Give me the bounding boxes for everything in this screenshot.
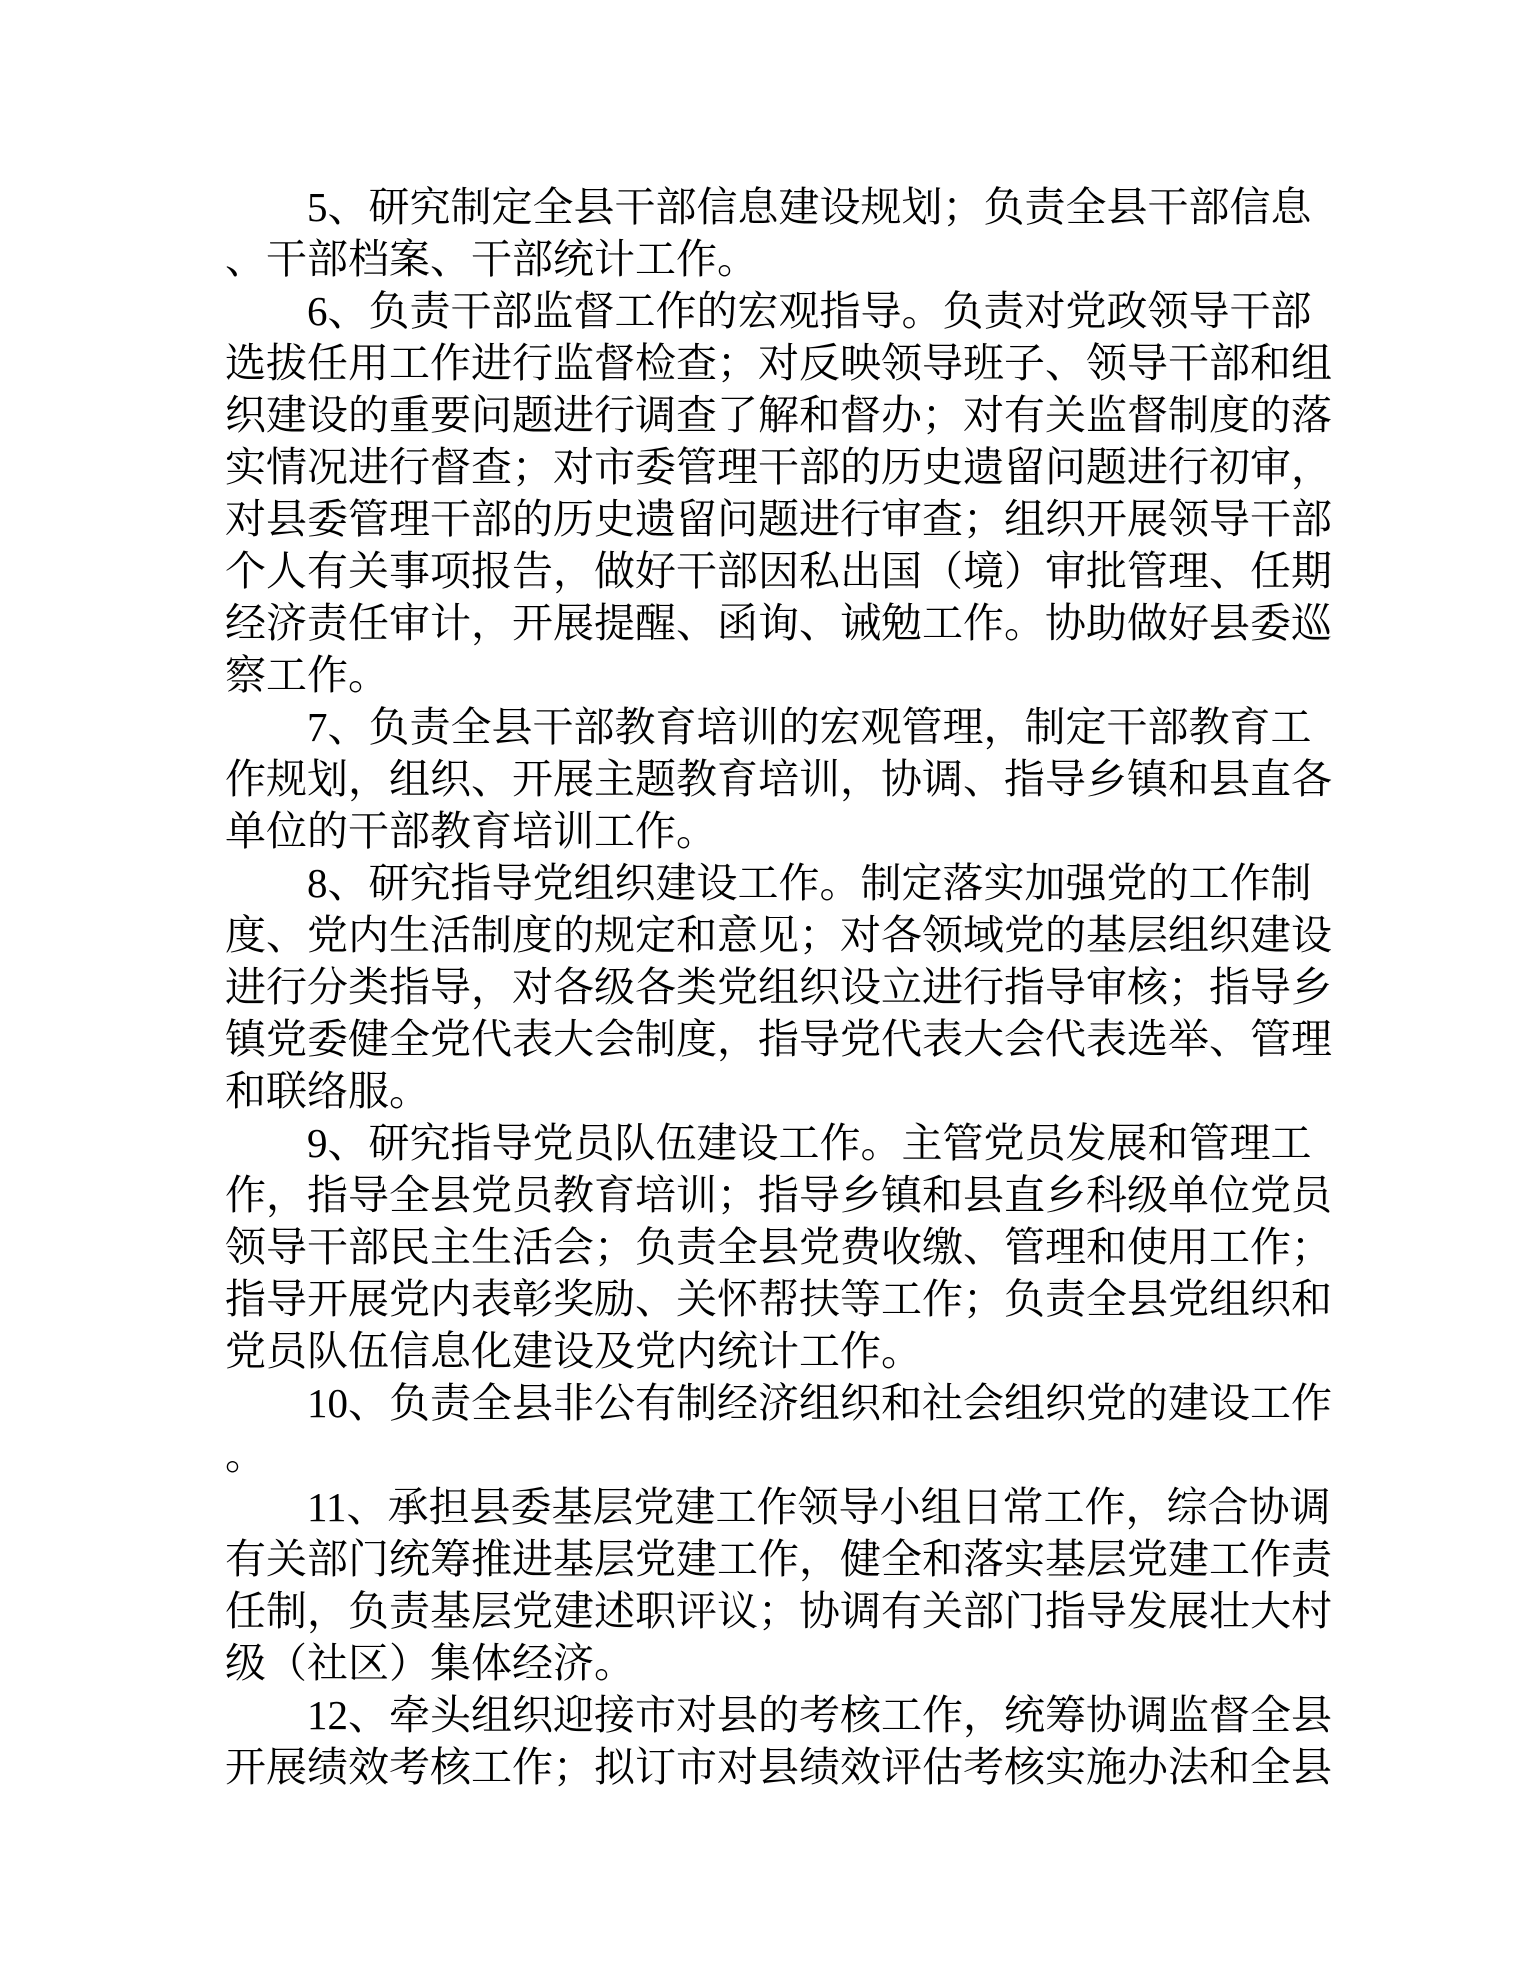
paragraph-10-line: 。: [225, 1432, 266, 1478]
paragraph-10-first-line: 10、负责全县非公有制经济组织和社会组织党的建设工作: [307, 1380, 1332, 1426]
paragraph-6-line: 个人有关事项报告，做好干部因私出国（境）审批管理、任期: [225, 548, 1332, 594]
paragraph-7-first-line: 7、负责全县干部教育培训的宏观管理，制定干部教育工: [307, 704, 1312, 750]
paragraph-7-line: 单位的干部教育培训工作。: [225, 808, 717, 854]
paragraph-12-line: 开展绩效考核工作；拟订市对县绩效评估考核实施办法和全县: [225, 1744, 1332, 1790]
paragraph-6-line: 实情况进行督查；对市委管理干部的历史遗留问题进行初审，: [225, 444, 1332, 490]
paragraph-11-first-line: 11、承担县委基层党建工作领导小组日常工作，综合协调: [307, 1484, 1331, 1530]
paragraph-6-line: 织建设的重要问题进行调查了解和督办；对有关监督制度的落: [225, 392, 1332, 438]
paragraph-8-line: 镇党委健全党代表大会制度，指导党代表大会代表选举、管理: [225, 1016, 1332, 1062]
paragraph-9-first-line: 9、研究指导党员队伍建设工作。主管党员发展和管理工: [307, 1120, 1312, 1166]
paragraph-6-line: 察工作。: [225, 652, 389, 698]
paragraph-8-line: 和联络服。: [225, 1068, 430, 1114]
paragraph-5-first-line: 5、研究制定全县干部信息建设规划；负责全县干部信息: [307, 184, 1312, 230]
paragraph-11-line: 任制，负责基层党建述职评议；协调有关部门指导发展壮大村: [225, 1588, 1332, 1634]
paragraph-11-line: 有关部门统筹推进基层党建工作，健全和落实基层党建工作责: [225, 1536, 1332, 1582]
paragraph-12-first-line: 12、牵头组织迎接市对县的考核工作，统筹协调监督全县: [307, 1692, 1332, 1738]
paragraph-9-line: 领导干部民主生活会；负责全县党费收缴、管理和使用工作；: [225, 1224, 1332, 1270]
document-body: [225, 181, 1340, 1793]
paragraph-8-line: 进行分类指导，对各级各类党组织设立进行指导审核；指导乡: [225, 964, 1332, 1010]
paragraph-6-line: 选拔任用工作进行监督检查；对反映领导班子、领导干部和组: [225, 340, 1332, 386]
paragraph-9-line: 作，指导全县党员教育培训；指导乡镇和县直乡科级单位党员: [225, 1172, 1332, 1218]
paragraph-9-line: 指导开展党内表彰奖励、关怀帮扶等工作；负责全县党组织和: [225, 1276, 1332, 1322]
paragraph-11-line: 级（社区）集体经济。: [225, 1640, 635, 1686]
paragraph-6-first-line: 6、负责干部监督工作的宏观指导。负责对党政领导干部: [307, 288, 1312, 334]
paragraph-6-line: 经济责任审计，开展提醒、函询、诫勉工作。协助做好县委巡: [225, 600, 1332, 646]
paragraph-7-line: 作规划，组织、开展主题教育培训，协调、指导乡镇和县直各: [225, 756, 1332, 802]
paragraph-9-line: 党员队伍信息化建设及党内统计工作。: [225, 1328, 922, 1374]
paragraph-8-first-line: 8、研究指导党组织建设工作。制定落实加强党的工作制: [307, 860, 1312, 906]
paragraph-8-line: 度、党内生活制度的规定和意见；对各领域党的基层组织建设: [225, 912, 1332, 958]
paragraph-5-line: 、干部档案、干部统计工作。: [225, 236, 758, 282]
paragraph-6-line: 对县委管理干部的历史遗留问题进行审查；组织开展领导干部: [225, 496, 1332, 542]
